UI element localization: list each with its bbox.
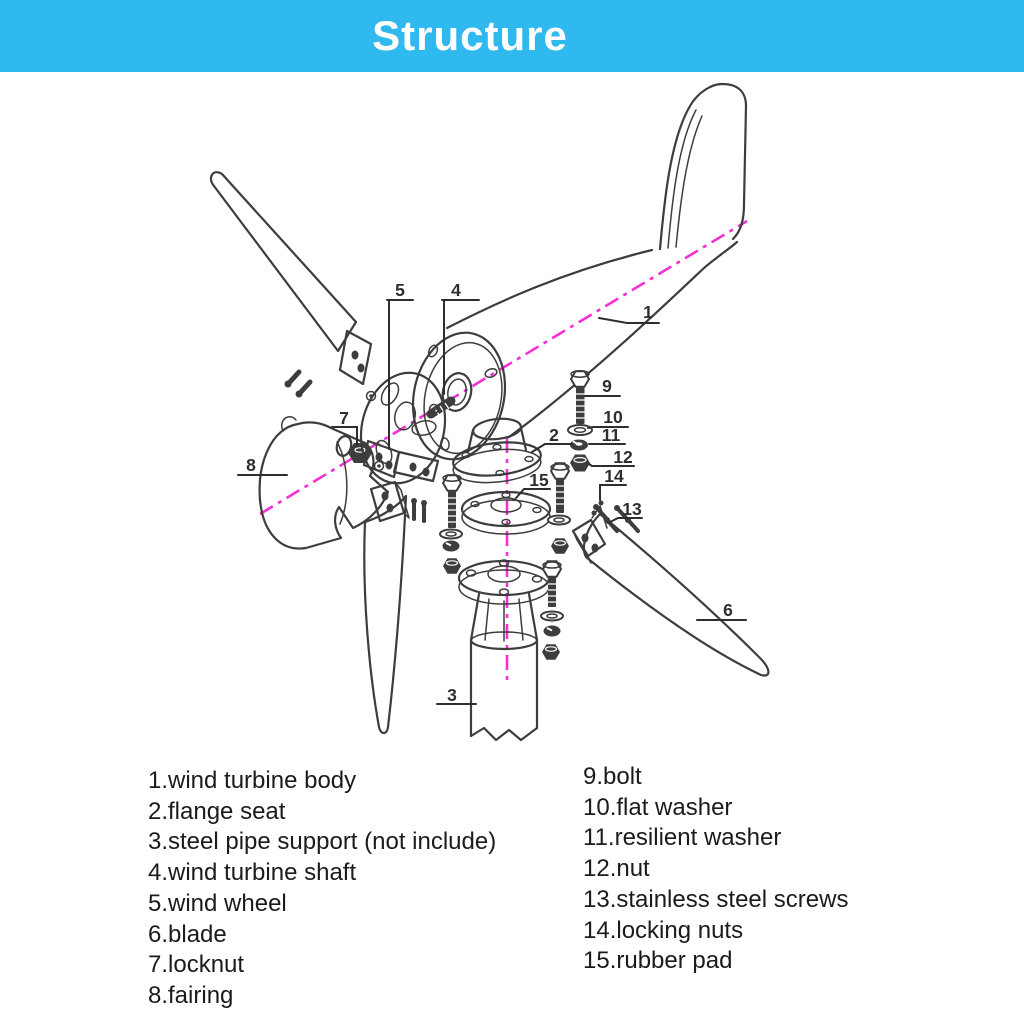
list-item: 7.locknut: [148, 951, 245, 979]
callout-12: 12: [613, 447, 633, 467]
part-blade-bottom-right: [573, 506, 768, 676]
callout-14: 14: [604, 466, 624, 486]
part-steel-pipe-support: [459, 560, 549, 740]
list-item: 2.flange seat: [148, 797, 286, 825]
list-item: 11.resilient washer: [583, 824, 782, 852]
fastener-nut-12: [570, 455, 590, 472]
list-item: 13.stainless steel screws: [583, 885, 849, 913]
list-item: 10.flat washer: [583, 793, 733, 821]
callout-4: 4: [451, 280, 461, 300]
exploded-diagram: [0, 72, 1024, 762]
callout-9: 9: [602, 376, 612, 396]
callout-15: 15: [529, 470, 549, 490]
list-item: 5.wind wheel: [148, 889, 287, 917]
part-blade-top-left: [211, 172, 371, 397]
fastener-bolt-9: [571, 371, 589, 424]
callout-10: 10: [603, 407, 623, 427]
title-banner: [0, 0, 1024, 72]
callout-11: 11: [601, 425, 621, 445]
list-item: 6.blade: [148, 920, 227, 948]
callout-6: 6: [723, 600, 733, 620]
list-item: 4.wind turbine shaft: [148, 859, 357, 887]
part-blade-down: [364, 482, 427, 733]
parts-list-right: [583, 762, 848, 977]
callout-5: 5: [395, 280, 405, 300]
callout-7: 7: [339, 408, 349, 428]
list-item: 12.nut: [583, 855, 650, 883]
list-item: 15.rubber pad: [583, 947, 733, 975]
fastener-flat-washer-10: [568, 425, 592, 435]
fastener-stack-right-mid: [548, 463, 570, 554]
list-item: 9.bolt: [583, 763, 642, 790]
part-wind-turbine-shaft: [431, 371, 475, 415]
page-title: Structure: [372, 12, 568, 59]
list-item: 14.locking nuts: [583, 916, 744, 944]
list-item: 3.steel pipe support (not include): [148, 828, 497, 856]
callout-3: 3: [447, 685, 457, 705]
list-item: 1.wind turbine body: [148, 767, 357, 794]
part-fairing: [260, 417, 388, 549]
callout-2: 2: [549, 425, 559, 445]
list-item: 8.fairing: [148, 981, 234, 1009]
fastener-stack-right-low: [541, 561, 563, 660]
callout-13: 13: [622, 499, 642, 519]
callout-1: 1: [643, 302, 653, 322]
fastener-resilient-washer-11: [570, 440, 588, 451]
callout-8: 8: [246, 455, 256, 475]
parts-list-left: [148, 766, 496, 1012]
fastener-stack-left: [440, 475, 462, 574]
